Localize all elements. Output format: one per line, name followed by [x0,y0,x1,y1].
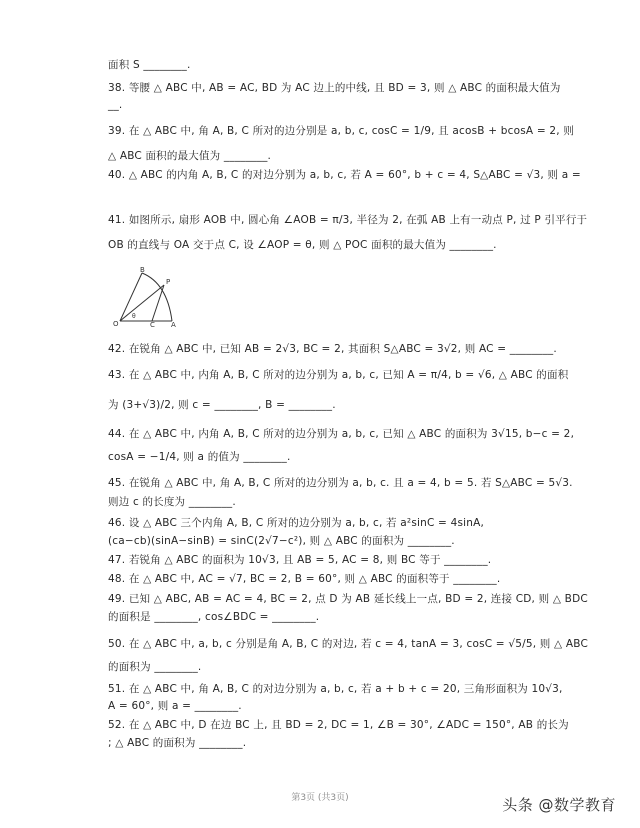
text-line: 48. 在 △ ABC 中, AC = √7, BC = 2, B = 60°, 则 △ ABC 的面积等于 ________. [108,573,501,585]
text-line: 41. 如图所示, 扇形 AOB 中, 圆心角 ∠AOB = π/3, 半径为 2, 在弧 AB 上有一动点 P, 过 P 引平行于 [108,214,588,226]
figure-label: P [166,278,171,286]
text-line: 为 (3+√3)/2, 则 c = ________, B = ________. [108,399,336,411]
text-line: △ ABC 面积的最大值为 ________. [108,150,272,162]
figure-label: B [140,266,145,274]
text-line: 的面积是 ________, cos∠BDC = ________. [108,611,320,623]
text-line: 52. 在 △ ABC 中, D 在边 BC 上, 且 BD = 2, DC = 1, ∠B = 30°, ∠ADC = 150°, AB 的长为 [108,719,569,731]
figure-label: O [113,320,119,327]
text-line: OB 的直线与 OA 交于点 C, 设 ∠AOP = θ, 则 △ POC 面积的最大值为 ________. [108,239,497,251]
text-line: 51. 在 △ ABC 中, 角 A, B, C 的对边分别为 a, b, c, 若 a + b + c = 20, 三角形面积为 10√3, [108,683,563,695]
figure-label: A [171,321,176,327]
sector-figure [112,265,192,327]
text-line: (ca−cb)(sinA−sinB) = sinC(2√7−c²), 则 △ ABC 的面积为 ________. [108,535,455,547]
text-line: A = 60°, 则 a = ________. [108,700,242,712]
text-line: 47. 若锐角 △ ABC 的面积为 10√3, 且 AB = 5, AC = 8, 则 BC 等于 ________. [108,554,492,566]
text-line: 45. 在锐角 △ ABC 中, 角 A, B, C 所对的边分别为 a, b, c. 且 a = 4, b = 5. 若 S△ABC = 5√3. [108,477,573,489]
figure-label: θ [132,313,136,320]
figure-label: C [150,321,155,327]
text-line: 44. 在 △ ABC 中, 内角 A, B, C 所对的边分别为 a, b, c, 已知 △ ABC 的面积为 3√15, b−c = 2, [108,428,575,440]
segment-op [120,285,164,321]
text-line: 38. 等腰 △ ABC 中, AB = AC, BD 为 AC 边上的中线, 且 BD = 3, 则 △ ABC 的面积最大值为 [108,82,561,94]
text-line: 43. 在 △ ABC 中, 内角 A, B, C 所对的边分别为 a, b, c, 已知 A = π/4, b = √6, △ ABC 的面积 [108,369,569,381]
text-line: ; △ ABC 的面积为 ________. [108,737,247,749]
text-line: 39. 在 △ ABC 中, 角 A, B, C 所对的边分别是 a, b, c, cosC = 1/9, 且 acosB + bcosA = 2, 则 [108,125,575,137]
text-line: 面积 S ________. [108,59,191,71]
text-line: 46. 设 △ ABC 三个内角 A, B, C 所对的边分别为 a, b, c, 若 a²sinC = 4sinA, [108,517,485,529]
text-line: cosA = −1/4, 则 a 的值为 ________. [108,451,291,463]
segment-ob [120,273,142,321]
text-line: 42. 在锐角 △ ABC 中, 已知 AB = 2√3, BC = 2, 其面积 S△ABC = 3√2, 则 AC = ________. [108,343,557,355]
text-line: __. [108,99,123,111]
text-line: 50. 在 △ ABC 中, a, b, c 分别是角 A, B, C 的对边, 若 c = 4, tanA = 3, cosC = √5/5, 则 △ ABC [108,638,588,650]
page-footer: 第3页 (共3页) [291,793,349,803]
text-line: 49. 已知 △ ABC, AB = AC = 4, BC = 2, 点 D 为 AB 延长线上一点, BD = 2, 连接 CD, 则 △ BDC [108,593,588,605]
text-line: 则边 c 的长度为 ________. [108,496,236,508]
text-line: 40. △ ABC 的内角 A, B, C 的对边分别为 a, b, c, 若 A = 60°, b + c = 4, S△ABC = √3, 则 a = [108,169,581,181]
watermark-text: 头条 @数学教育 [502,796,616,814]
text-line: 的面积为 ________. [108,661,202,673]
